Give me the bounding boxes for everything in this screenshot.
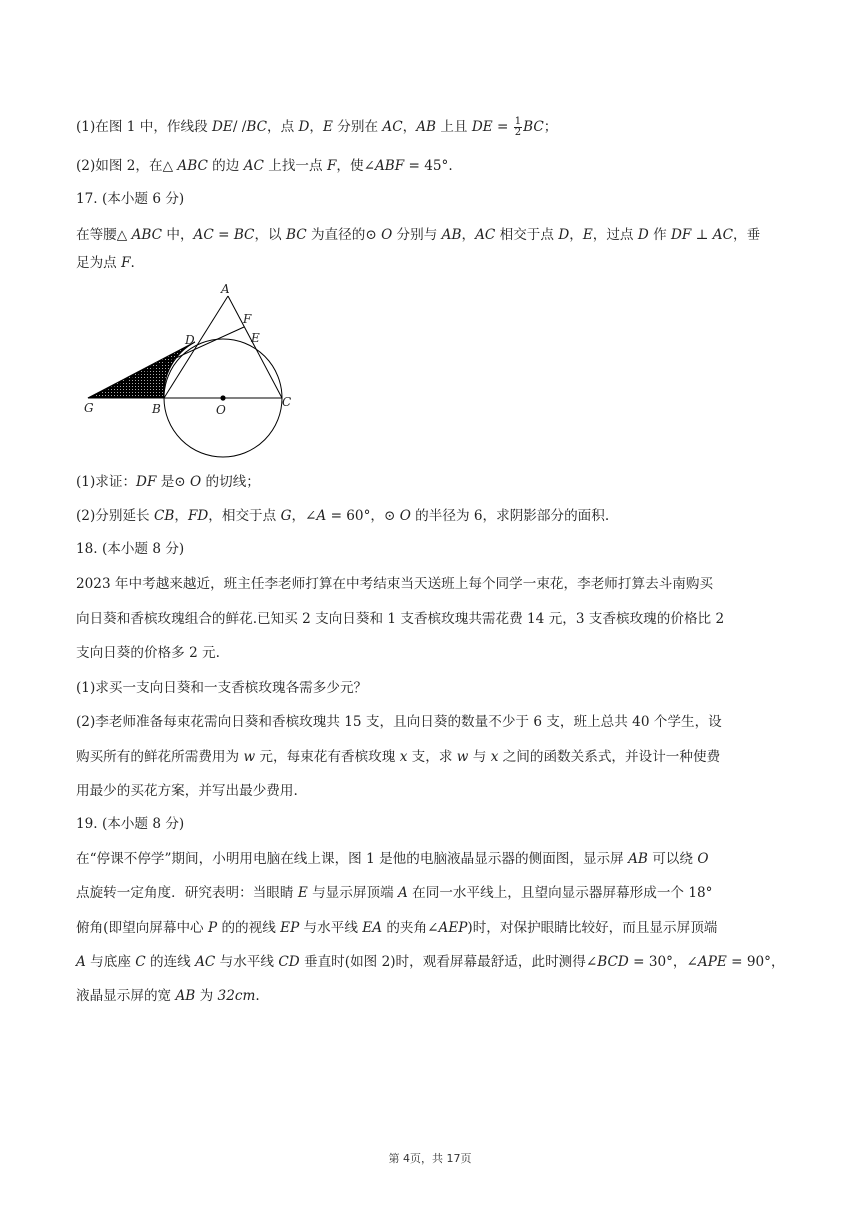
q18-text-line1: 2023 年中考越来越近，班主任李老师打算在中考结束当天送班上每个同学一束花，李老师打算去斗南购买 (76, 576, 714, 592)
q18-heading: 18. (本小题 8 分) (76, 541, 185, 557)
label-c: C (282, 395, 292, 409)
fraction-one-half: $\frac{1}{2}$ (514, 116, 522, 138)
q18-text-line2: 向日葵和香槟玫瑰组合的鲜花.已知买 2 支向日葵和 1 支香槟玫瑰共需花费 14 元，3 支香槟玫瑰的价格比 2 (76, 611, 725, 627)
label-a: A (221, 282, 230, 296)
q19-heading: 19. (本小题 8 分) (76, 816, 185, 832)
q19-text-line4: A 与底座 C 的连线 AC 与水平线 CD 垂直时(如图 2)时，观看屏幕最舒适，此时测得∠BCD = 30°，∠APE = 90°， (76, 954, 785, 970)
q17-statement-line1: 在等腰△ ABC 中，AC = BC，以 BC 为直径的⊙ O 分别与 AB，AC 相交于点 D，E，过点 D 作 DF ⊥ AC，垂 (76, 227, 761, 243)
label-f: F (243, 312, 252, 326)
center-point-o (220, 395, 225, 400)
q17-statement-line2: 足为点 F. (76, 255, 135, 271)
q16-part2: (2)如图 2，在△ ABC 的边 AC 上找一点 F，使∠ABF = 45°. (76, 158, 453, 174)
label-g: G (84, 401, 94, 415)
segment-gf (88, 327, 244, 398)
q18-text-line3: 支向日葵的价格多 2 元. (76, 645, 220, 661)
label-e: E (251, 331, 260, 345)
q19-text-line1: 在“停课不停学”期间，小明用电脑在线上课，图 1 是他的电脑液晶显示器的侧面图，显示屏 AB 可以绕 O (76, 851, 709, 867)
label-d: D (185, 333, 195, 347)
q17-part2: (2)分别延长 CB，FD，相交于点 G，∠A = 60°，⊙ O 的半径为 6，求阴影部分的面积. (76, 508, 610, 524)
q17-part1: (1)求证：DF 是⊙ O 的切线； (76, 474, 260, 490)
q19-text-line3: 俯角(即望向屏幕中心 P 的的视线 EP 与水平线 EA 的夹角∠AEP)时，对保护眼睛比较好，而且显示屏顶端 (76, 920, 718, 936)
q18-part2-line2: 购买所有的鲜花所需费用为 w 元，每束花有香槟玫瑰 x 支，求 w 与 x 之间的函数关系式，并设计一种使费 (76, 749, 721, 765)
q17-geometry-figure (80, 280, 300, 460)
label-o: O (216, 403, 226, 417)
shaded-region (88, 342, 195, 398)
q19-text-line5: 液晶显示屏的宽 AB 为 32cm. (76, 988, 260, 1004)
segment-ab (164, 296, 228, 398)
q18-part2-line1: (2)李老师准备每束花需向日葵和香槟玫瑰共 15 支，且向日葵的数量不少于 6 支，班上总共 40 个学生，设 (76, 714, 722, 730)
label-b: B (152, 402, 161, 416)
q18-part1: (1)求买一支向日葵和一支香槟玫瑰各需多少元？ (76, 680, 368, 696)
page-footer: 第 4页，共 17页 (388, 1152, 472, 1165)
q18-part2-line3: 用最少的买花方案，并写出最少费用. (76, 783, 298, 799)
q17-heading: 17. (本小题 6 分) (76, 191, 185, 207)
q19-text-line2: 点旋转一定角度．研究表明：当眼睛 E 与显示屏顶端 A 在同一水平线上，且望向显示器屏幕形成一个 18° (76, 885, 713, 901)
segment-ac (228, 296, 282, 398)
q16-part1: (1)在图 1 中，作线段 DE/ /BC，点 D，E 分别在 AC，AB 上且 DE = $\frac{1}{2}$ BC； (76, 116, 558, 138)
